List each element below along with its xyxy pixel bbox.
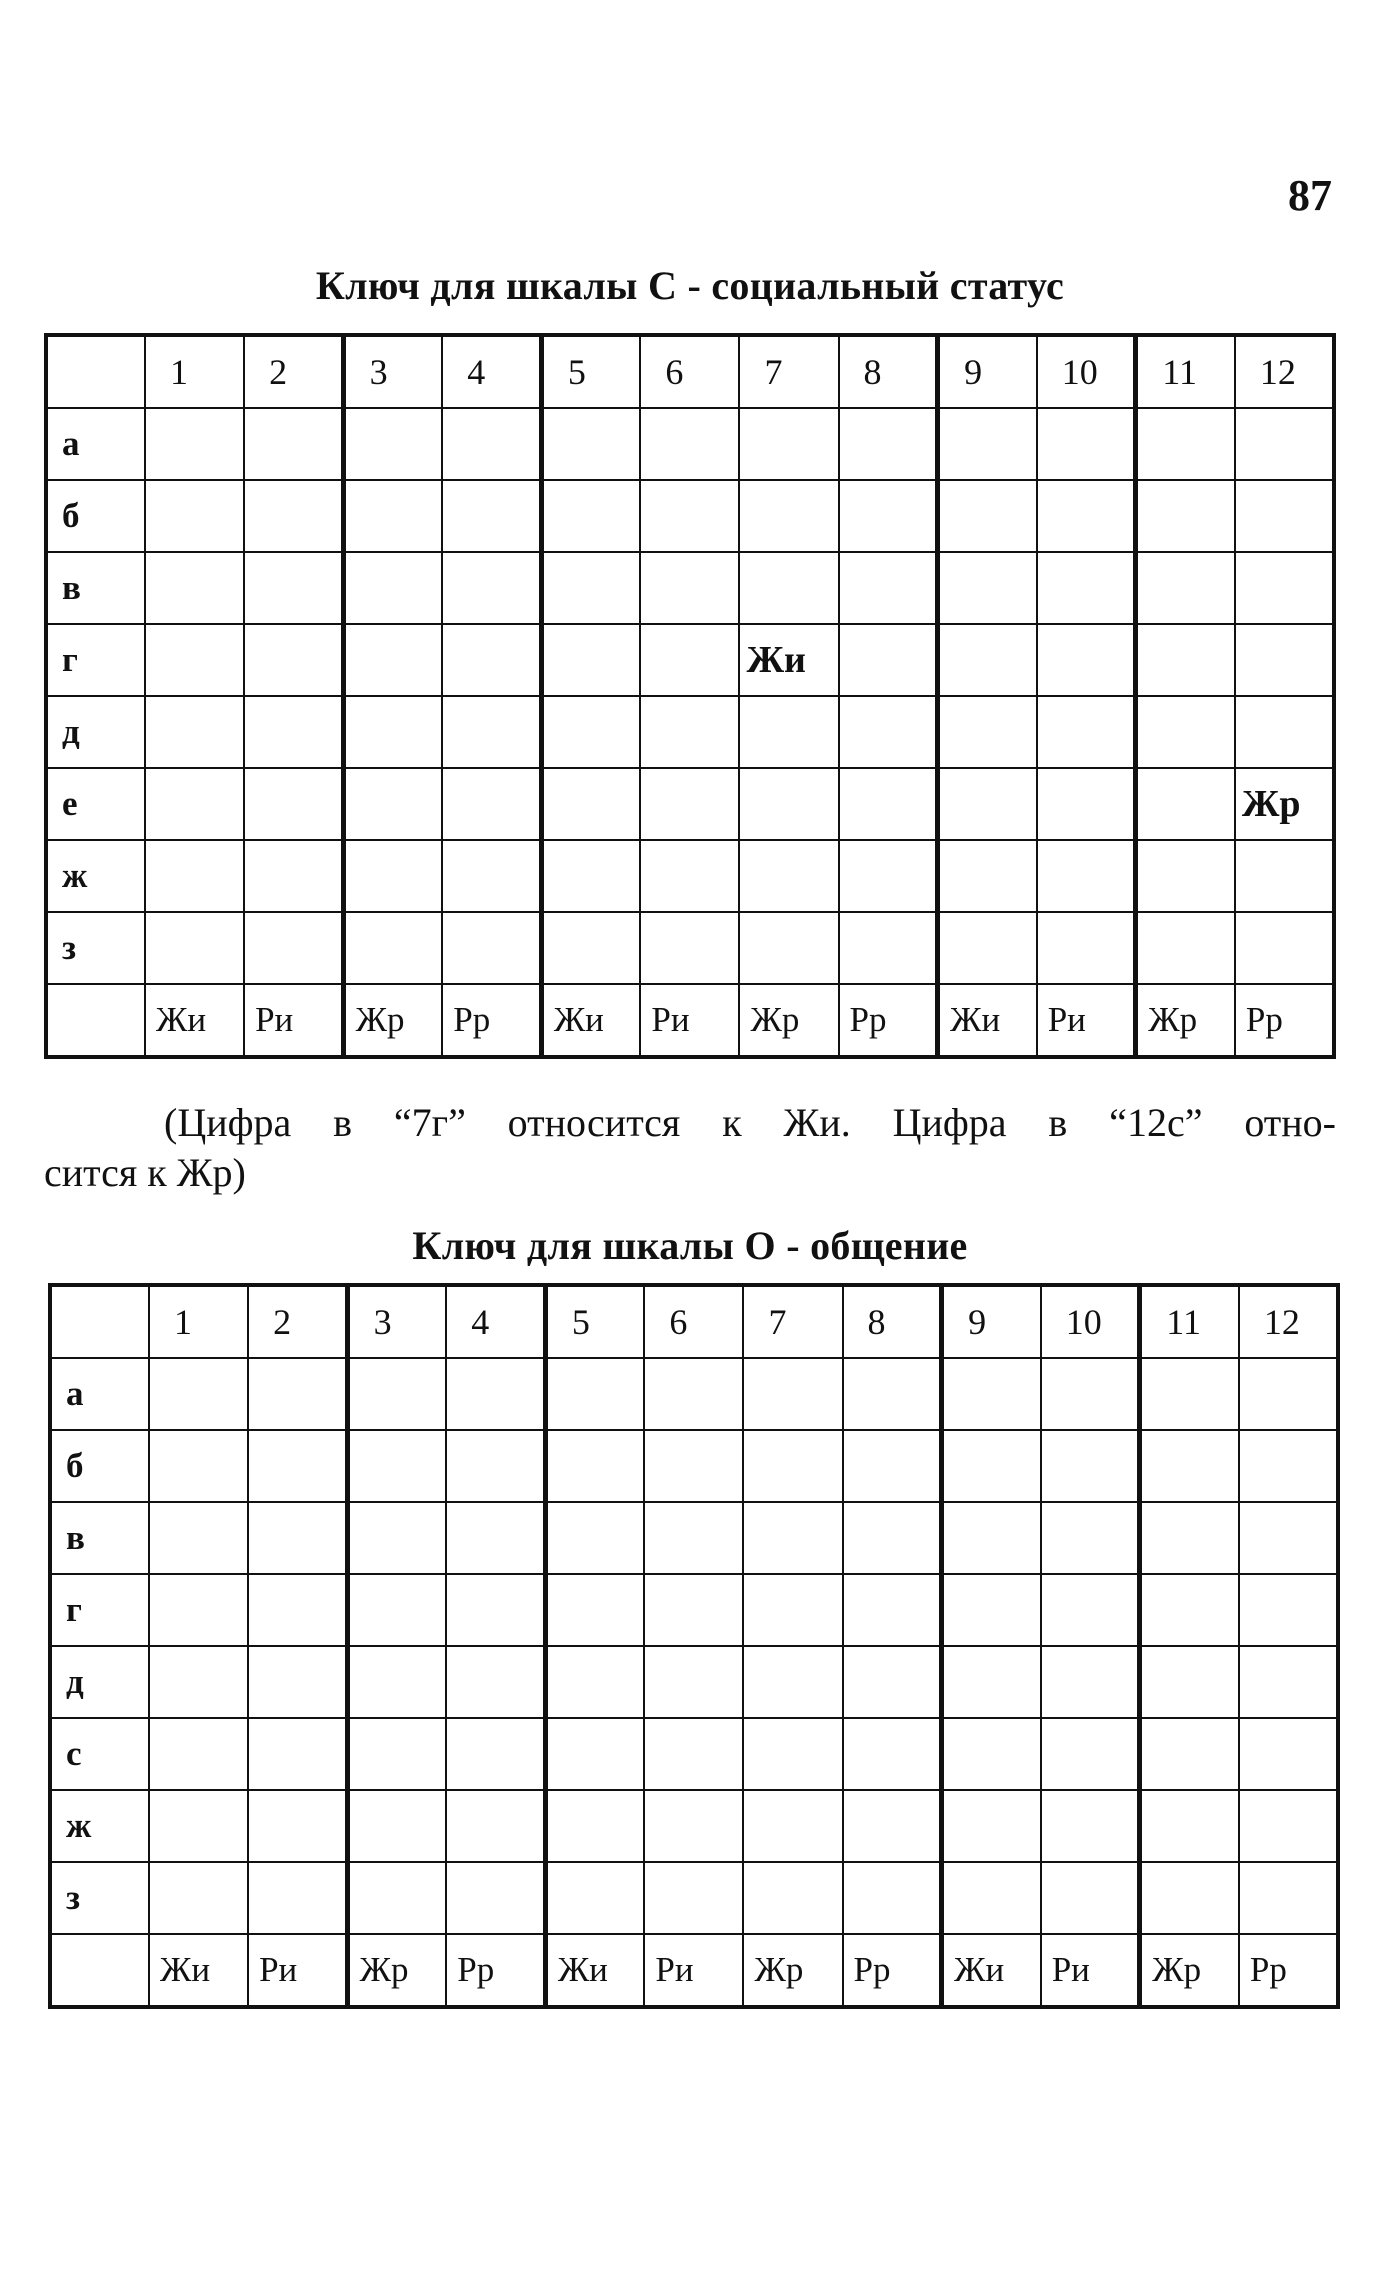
grid-cell xyxy=(145,552,244,624)
grid-row xyxy=(46,552,1334,624)
grid-cell xyxy=(149,1502,248,1574)
grid-row xyxy=(50,1430,1338,1502)
column-number-cell: 4 xyxy=(446,1285,545,1358)
grid-cell xyxy=(343,408,442,480)
footer-label-cell: Рр xyxy=(1235,984,1334,1057)
grid-cell xyxy=(843,1430,942,1502)
grid-cell xyxy=(545,1502,644,1574)
grid-row xyxy=(46,840,1334,912)
grid-cell xyxy=(347,1862,446,1934)
grid-cell xyxy=(343,768,442,840)
footer-label-cell: Рр xyxy=(839,984,938,1057)
grid-corner-cell xyxy=(46,335,145,408)
grid-cell xyxy=(1136,624,1235,696)
grid-cell xyxy=(1140,1862,1239,1934)
grid-cell xyxy=(347,1358,446,1430)
column-number-cell: 1 xyxy=(145,335,244,408)
grid-cell xyxy=(739,912,838,984)
column-number-cell: 3 xyxy=(343,335,442,408)
grid-cell xyxy=(743,1790,842,1862)
grid-cell xyxy=(149,1646,248,1718)
grid-cell xyxy=(1041,1502,1140,1574)
grid-cell xyxy=(343,840,442,912)
grid-cell xyxy=(347,1718,446,1790)
footer-label-cell: Жи xyxy=(149,1934,248,2007)
grid-cell xyxy=(1239,1358,1338,1430)
grid-cell xyxy=(347,1574,446,1646)
grid-cell xyxy=(343,552,442,624)
footer-label-cell: Жр xyxy=(343,984,442,1057)
grid-cell xyxy=(1239,1862,1338,1934)
footer-label-cell: Рр xyxy=(843,1934,942,2007)
grid-cell xyxy=(343,696,442,768)
grid-cell xyxy=(1037,768,1136,840)
grid-cell xyxy=(743,1358,842,1430)
grid-cell xyxy=(149,1574,248,1646)
grid-cell xyxy=(743,1862,842,1934)
row-letter-cell: д xyxy=(46,696,145,768)
note-line-2: сится к Жр) xyxy=(44,1150,246,1195)
grid-cell xyxy=(347,1502,446,1574)
grid-cell xyxy=(442,840,541,912)
footer-label-cell: Жр xyxy=(739,984,838,1057)
grid-cell xyxy=(938,768,1037,840)
footer-label-cell: Ри xyxy=(248,1934,347,2007)
grid-cell xyxy=(640,408,739,480)
grid-cell xyxy=(248,1646,347,1718)
grid-cell xyxy=(938,408,1037,480)
grid-cell xyxy=(1140,1646,1239,1718)
column-number-cell: 3 xyxy=(347,1285,446,1358)
grid-cell xyxy=(743,1646,842,1718)
grid-cell xyxy=(1136,912,1235,984)
grid-cell xyxy=(1140,1358,1239,1430)
grid-cell xyxy=(446,1430,545,1502)
grid-cell xyxy=(1041,1574,1140,1646)
grid-cell xyxy=(1037,408,1136,480)
grid-cell xyxy=(343,624,442,696)
grid-cell xyxy=(938,696,1037,768)
grid-cell xyxy=(446,1862,545,1934)
footer-label-cell: Жр xyxy=(1136,984,1235,1057)
grid-cell xyxy=(1136,408,1235,480)
grid-cell xyxy=(1037,696,1136,768)
grid-cell xyxy=(839,696,938,768)
grid-cell xyxy=(1235,912,1334,984)
grid-cell xyxy=(541,408,640,480)
grid-cell xyxy=(644,1862,743,1934)
grid-cell xyxy=(145,408,244,480)
grid-cell xyxy=(1041,1790,1140,1862)
grid-cell xyxy=(743,1718,842,1790)
grid-row xyxy=(50,1358,1338,1430)
column-number-cell: 4 xyxy=(442,335,541,408)
grid-cell xyxy=(743,1574,842,1646)
grid-cell xyxy=(1235,624,1334,696)
grid-header-row xyxy=(46,335,1334,408)
column-number-cell: 11 xyxy=(1140,1285,1239,1358)
marked-cell: Жр xyxy=(1235,768,1334,840)
grid-cell xyxy=(743,1430,842,1502)
grid-cell xyxy=(942,1358,1041,1430)
grid-cell xyxy=(1140,1574,1239,1646)
grid-cell xyxy=(442,480,541,552)
row-letter-cell: а xyxy=(46,408,145,480)
grid-cell xyxy=(442,912,541,984)
grid-row xyxy=(46,912,1334,984)
grid-cell xyxy=(1140,1502,1239,1574)
grid-row xyxy=(50,1718,1338,1790)
grid-cell xyxy=(739,480,838,552)
column-number-cell: 5 xyxy=(541,335,640,408)
grid-cell xyxy=(843,1646,942,1718)
column-number-cell: 10 xyxy=(1037,335,1136,408)
grid-cell xyxy=(640,696,739,768)
grid-cell xyxy=(1239,1502,1338,1574)
grid-cell xyxy=(1041,1646,1140,1718)
grid-cell xyxy=(938,624,1037,696)
grid-cell xyxy=(640,552,739,624)
grid-cell xyxy=(743,1502,842,1574)
grid-cell xyxy=(244,480,343,552)
grid-cell xyxy=(938,912,1037,984)
grid-cell xyxy=(1136,480,1235,552)
grid-cell xyxy=(640,768,739,840)
grid-cell xyxy=(541,912,640,984)
column-number-cell: 8 xyxy=(839,335,938,408)
grid-cell xyxy=(545,1862,644,1934)
row-letter-cell: е xyxy=(46,768,145,840)
grid-cell xyxy=(843,1790,942,1862)
grid-cell xyxy=(145,696,244,768)
grid-cell xyxy=(145,480,244,552)
grid-cell xyxy=(1136,768,1235,840)
grid-cell xyxy=(149,1862,248,1934)
grid-cell xyxy=(446,1502,545,1574)
grid-cell xyxy=(739,552,838,624)
footer-label-cell: Жи xyxy=(942,1934,1041,2007)
grid-cell xyxy=(942,1790,1041,1862)
grid-cell xyxy=(248,1430,347,1502)
grid-cell xyxy=(1239,1646,1338,1718)
grid-cell xyxy=(1136,552,1235,624)
grid-cell xyxy=(149,1790,248,1862)
grid-cell xyxy=(839,840,938,912)
key-grid-communication xyxy=(48,1283,1340,2009)
grid-cell xyxy=(739,840,838,912)
grid-cell xyxy=(545,1358,644,1430)
grid-cell xyxy=(839,552,938,624)
column-number-cell: 6 xyxy=(640,335,739,408)
grid-cell xyxy=(839,480,938,552)
grid-row xyxy=(46,768,1334,840)
grid-cell xyxy=(244,696,343,768)
grid-row xyxy=(46,408,1334,480)
grid-cell xyxy=(839,624,938,696)
column-number-cell: 2 xyxy=(244,335,343,408)
grid-cell xyxy=(545,1430,644,1502)
grid-cell xyxy=(1140,1430,1239,1502)
grid-cell xyxy=(843,1358,942,1430)
footer-label-cell: Рр xyxy=(446,1934,545,2007)
grid-cell xyxy=(1235,480,1334,552)
grid-cell xyxy=(244,408,343,480)
grid-cell xyxy=(541,768,640,840)
grid-cell xyxy=(843,1718,942,1790)
row-letter-cell: г xyxy=(50,1574,149,1646)
grid-cell xyxy=(1041,1862,1140,1934)
grid-cell xyxy=(541,696,640,768)
grid-cell xyxy=(640,624,739,696)
footer-corner-cell xyxy=(50,1934,149,2007)
footer-label-cell: Жи xyxy=(545,1934,644,2007)
grid-cell xyxy=(145,768,244,840)
grid-cell xyxy=(1037,552,1136,624)
grid-corner-cell xyxy=(50,1285,149,1358)
footer-label-cell: Жр xyxy=(347,1934,446,2007)
grid-cell xyxy=(347,1646,446,1718)
grid-cell xyxy=(545,1790,644,1862)
grid-cell xyxy=(644,1718,743,1790)
grid-cell xyxy=(442,552,541,624)
row-letter-cell: г xyxy=(46,624,145,696)
grid-cell xyxy=(347,1790,446,1862)
grid-cell xyxy=(1037,624,1136,696)
column-number-cell: 11 xyxy=(1136,335,1235,408)
grid-cell xyxy=(942,1718,1041,1790)
row-letter-cell: а xyxy=(50,1358,149,1430)
grid-cell xyxy=(446,1574,545,1646)
grid-cell xyxy=(1235,408,1334,480)
row-letter-cell: в xyxy=(50,1502,149,1574)
grid-cell xyxy=(1235,552,1334,624)
grid-cell xyxy=(938,840,1037,912)
grid-cell xyxy=(248,1574,347,1646)
grid-row xyxy=(50,1574,1338,1646)
grid-cell xyxy=(244,912,343,984)
grid-cell xyxy=(644,1574,743,1646)
grid-cell xyxy=(644,1358,743,1430)
grid-cell xyxy=(248,1718,347,1790)
grid-cell xyxy=(149,1430,248,1502)
grid-cell xyxy=(545,1574,644,1646)
grid-cell xyxy=(1235,840,1334,912)
grid-cell xyxy=(1140,1718,1239,1790)
grid-cell xyxy=(446,1358,545,1430)
grid-row xyxy=(46,696,1334,768)
grid-cell xyxy=(640,480,739,552)
grid-cell xyxy=(545,1646,644,1718)
grid-cell xyxy=(442,624,541,696)
grid-cell xyxy=(843,1502,942,1574)
grid-cell xyxy=(1239,1790,1338,1862)
grid-cell xyxy=(446,1790,545,1862)
footer-label-cell: Жи xyxy=(541,984,640,1057)
grid-cell xyxy=(244,624,343,696)
footer-label-cell: Жи xyxy=(145,984,244,1057)
grid-row xyxy=(50,1790,1338,1862)
grid-cell xyxy=(839,768,938,840)
explanatory-note xyxy=(44,1098,1336,1198)
grid-cell xyxy=(938,552,1037,624)
row-letter-cell: с xyxy=(50,1718,149,1790)
grid-row xyxy=(50,1502,1338,1574)
grid-cell xyxy=(942,1430,1041,1502)
grid-cell xyxy=(640,912,739,984)
grid-cell xyxy=(644,1790,743,1862)
grid-cell xyxy=(942,1574,1041,1646)
grid-cell xyxy=(446,1646,545,1718)
grid-footer-row xyxy=(50,1934,1338,2007)
column-number-cell: 8 xyxy=(843,1285,942,1358)
column-number-cell: 12 xyxy=(1235,335,1334,408)
footer-label-cell: Рр xyxy=(442,984,541,1057)
grid-cell xyxy=(541,552,640,624)
grid-cell xyxy=(640,840,739,912)
grid-cell xyxy=(145,624,244,696)
grid-row xyxy=(50,1646,1338,1718)
grid-cell xyxy=(541,840,640,912)
row-letter-cell: б xyxy=(50,1430,149,1502)
footer-label-cell: Рр xyxy=(1239,1934,1338,2007)
footer-label-cell: Жр xyxy=(1140,1934,1239,2007)
grid-row xyxy=(46,480,1334,552)
grid-cell xyxy=(248,1790,347,1862)
grid-cell xyxy=(442,768,541,840)
footer-label-cell: Ри xyxy=(244,984,343,1057)
grid-cell xyxy=(1136,696,1235,768)
grid-cell xyxy=(1041,1358,1140,1430)
grid-cell xyxy=(1041,1718,1140,1790)
grid-cell xyxy=(541,480,640,552)
column-number-cell: 10 xyxy=(1041,1285,1140,1358)
grid-cell xyxy=(739,408,838,480)
grid-cell xyxy=(248,1358,347,1430)
grid-cell xyxy=(1235,696,1334,768)
column-number-cell: 12 xyxy=(1239,1285,1338,1358)
row-letter-cell: з xyxy=(50,1862,149,1934)
footer-label-cell: Ри xyxy=(644,1934,743,2007)
row-letter-cell: ж xyxy=(46,840,145,912)
grid-cell xyxy=(942,1862,1041,1934)
key-title-social-status: Ключ для шкалы С - социальный статус xyxy=(315,263,1065,308)
grid-cell xyxy=(843,1862,942,1934)
grid-cell xyxy=(1239,1574,1338,1646)
grid-cell xyxy=(739,696,838,768)
footer-label-cell: Ри xyxy=(1037,984,1136,1057)
grid-cell xyxy=(248,1502,347,1574)
grid-cell xyxy=(1037,480,1136,552)
grid-header-row xyxy=(50,1285,1338,1358)
grid-cell xyxy=(1136,840,1235,912)
grid-cell xyxy=(644,1430,743,1502)
grid-cell xyxy=(343,480,442,552)
column-number-cell: 5 xyxy=(545,1285,644,1358)
column-number-cell: 6 xyxy=(644,1285,743,1358)
column-number-cell: 1 xyxy=(149,1285,248,1358)
grid-cell xyxy=(442,408,541,480)
grid-row xyxy=(46,624,1334,696)
grid-cell xyxy=(149,1718,248,1790)
row-letter-cell: з xyxy=(46,912,145,984)
grid-cell xyxy=(343,912,442,984)
grid-cell xyxy=(145,912,244,984)
grid-cell xyxy=(545,1718,644,1790)
grid-cell xyxy=(1037,840,1136,912)
grid-footer-row xyxy=(46,984,1334,1057)
page-number: 87 xyxy=(1288,171,1332,220)
grid-cell xyxy=(248,1862,347,1934)
column-number-cell: 9 xyxy=(938,335,1037,408)
grid-cell xyxy=(446,1718,545,1790)
grid-cell xyxy=(839,408,938,480)
row-letter-cell: д xyxy=(50,1646,149,1718)
grid-cell xyxy=(644,1646,743,1718)
grid-cell xyxy=(442,696,541,768)
grid-cell xyxy=(843,1574,942,1646)
key-grid-social-status xyxy=(44,333,1336,1059)
marked-cell: Жи xyxy=(739,624,838,696)
note-line-1: (Цифра в “7г” относится к Жи. Цифра в “12с” отно- xyxy=(164,1100,1336,1145)
column-number-cell: 2 xyxy=(248,1285,347,1358)
grid-cell xyxy=(1140,1790,1239,1862)
column-number-cell: 7 xyxy=(743,1285,842,1358)
grid-cell xyxy=(1041,1430,1140,1502)
footer-corner-cell xyxy=(46,984,145,1057)
row-letter-cell: ж xyxy=(50,1790,149,1862)
column-number-cell: 9 xyxy=(942,1285,1041,1358)
key-title-communication: Ключ для шкалы О - общение xyxy=(412,1223,968,1268)
grid-cell xyxy=(1239,1718,1338,1790)
row-letter-cell: в xyxy=(46,552,145,624)
grid-cell xyxy=(541,624,640,696)
grid-row xyxy=(50,1862,1338,1934)
grid-cell xyxy=(347,1430,446,1502)
footer-label-cell: Жи xyxy=(938,984,1037,1057)
grid-cell xyxy=(244,552,343,624)
grid-cell xyxy=(244,768,343,840)
footer-label-cell: Жр xyxy=(743,1934,842,2007)
grid-cell xyxy=(644,1502,743,1574)
row-letter-cell: б xyxy=(46,480,145,552)
grid-cell xyxy=(839,912,938,984)
grid-cell xyxy=(1239,1430,1338,1502)
grid-cell xyxy=(145,840,244,912)
grid-cell xyxy=(244,840,343,912)
grid-cell xyxy=(1037,912,1136,984)
column-number-cell: 7 xyxy=(739,335,838,408)
grid-cell xyxy=(739,768,838,840)
grid-cell xyxy=(149,1358,248,1430)
footer-label-cell: Ри xyxy=(1041,1934,1140,2007)
grid-cell xyxy=(942,1502,1041,1574)
grid-cell xyxy=(942,1646,1041,1718)
footer-label-cell: Ри xyxy=(640,984,739,1057)
grid-cell xyxy=(938,480,1037,552)
